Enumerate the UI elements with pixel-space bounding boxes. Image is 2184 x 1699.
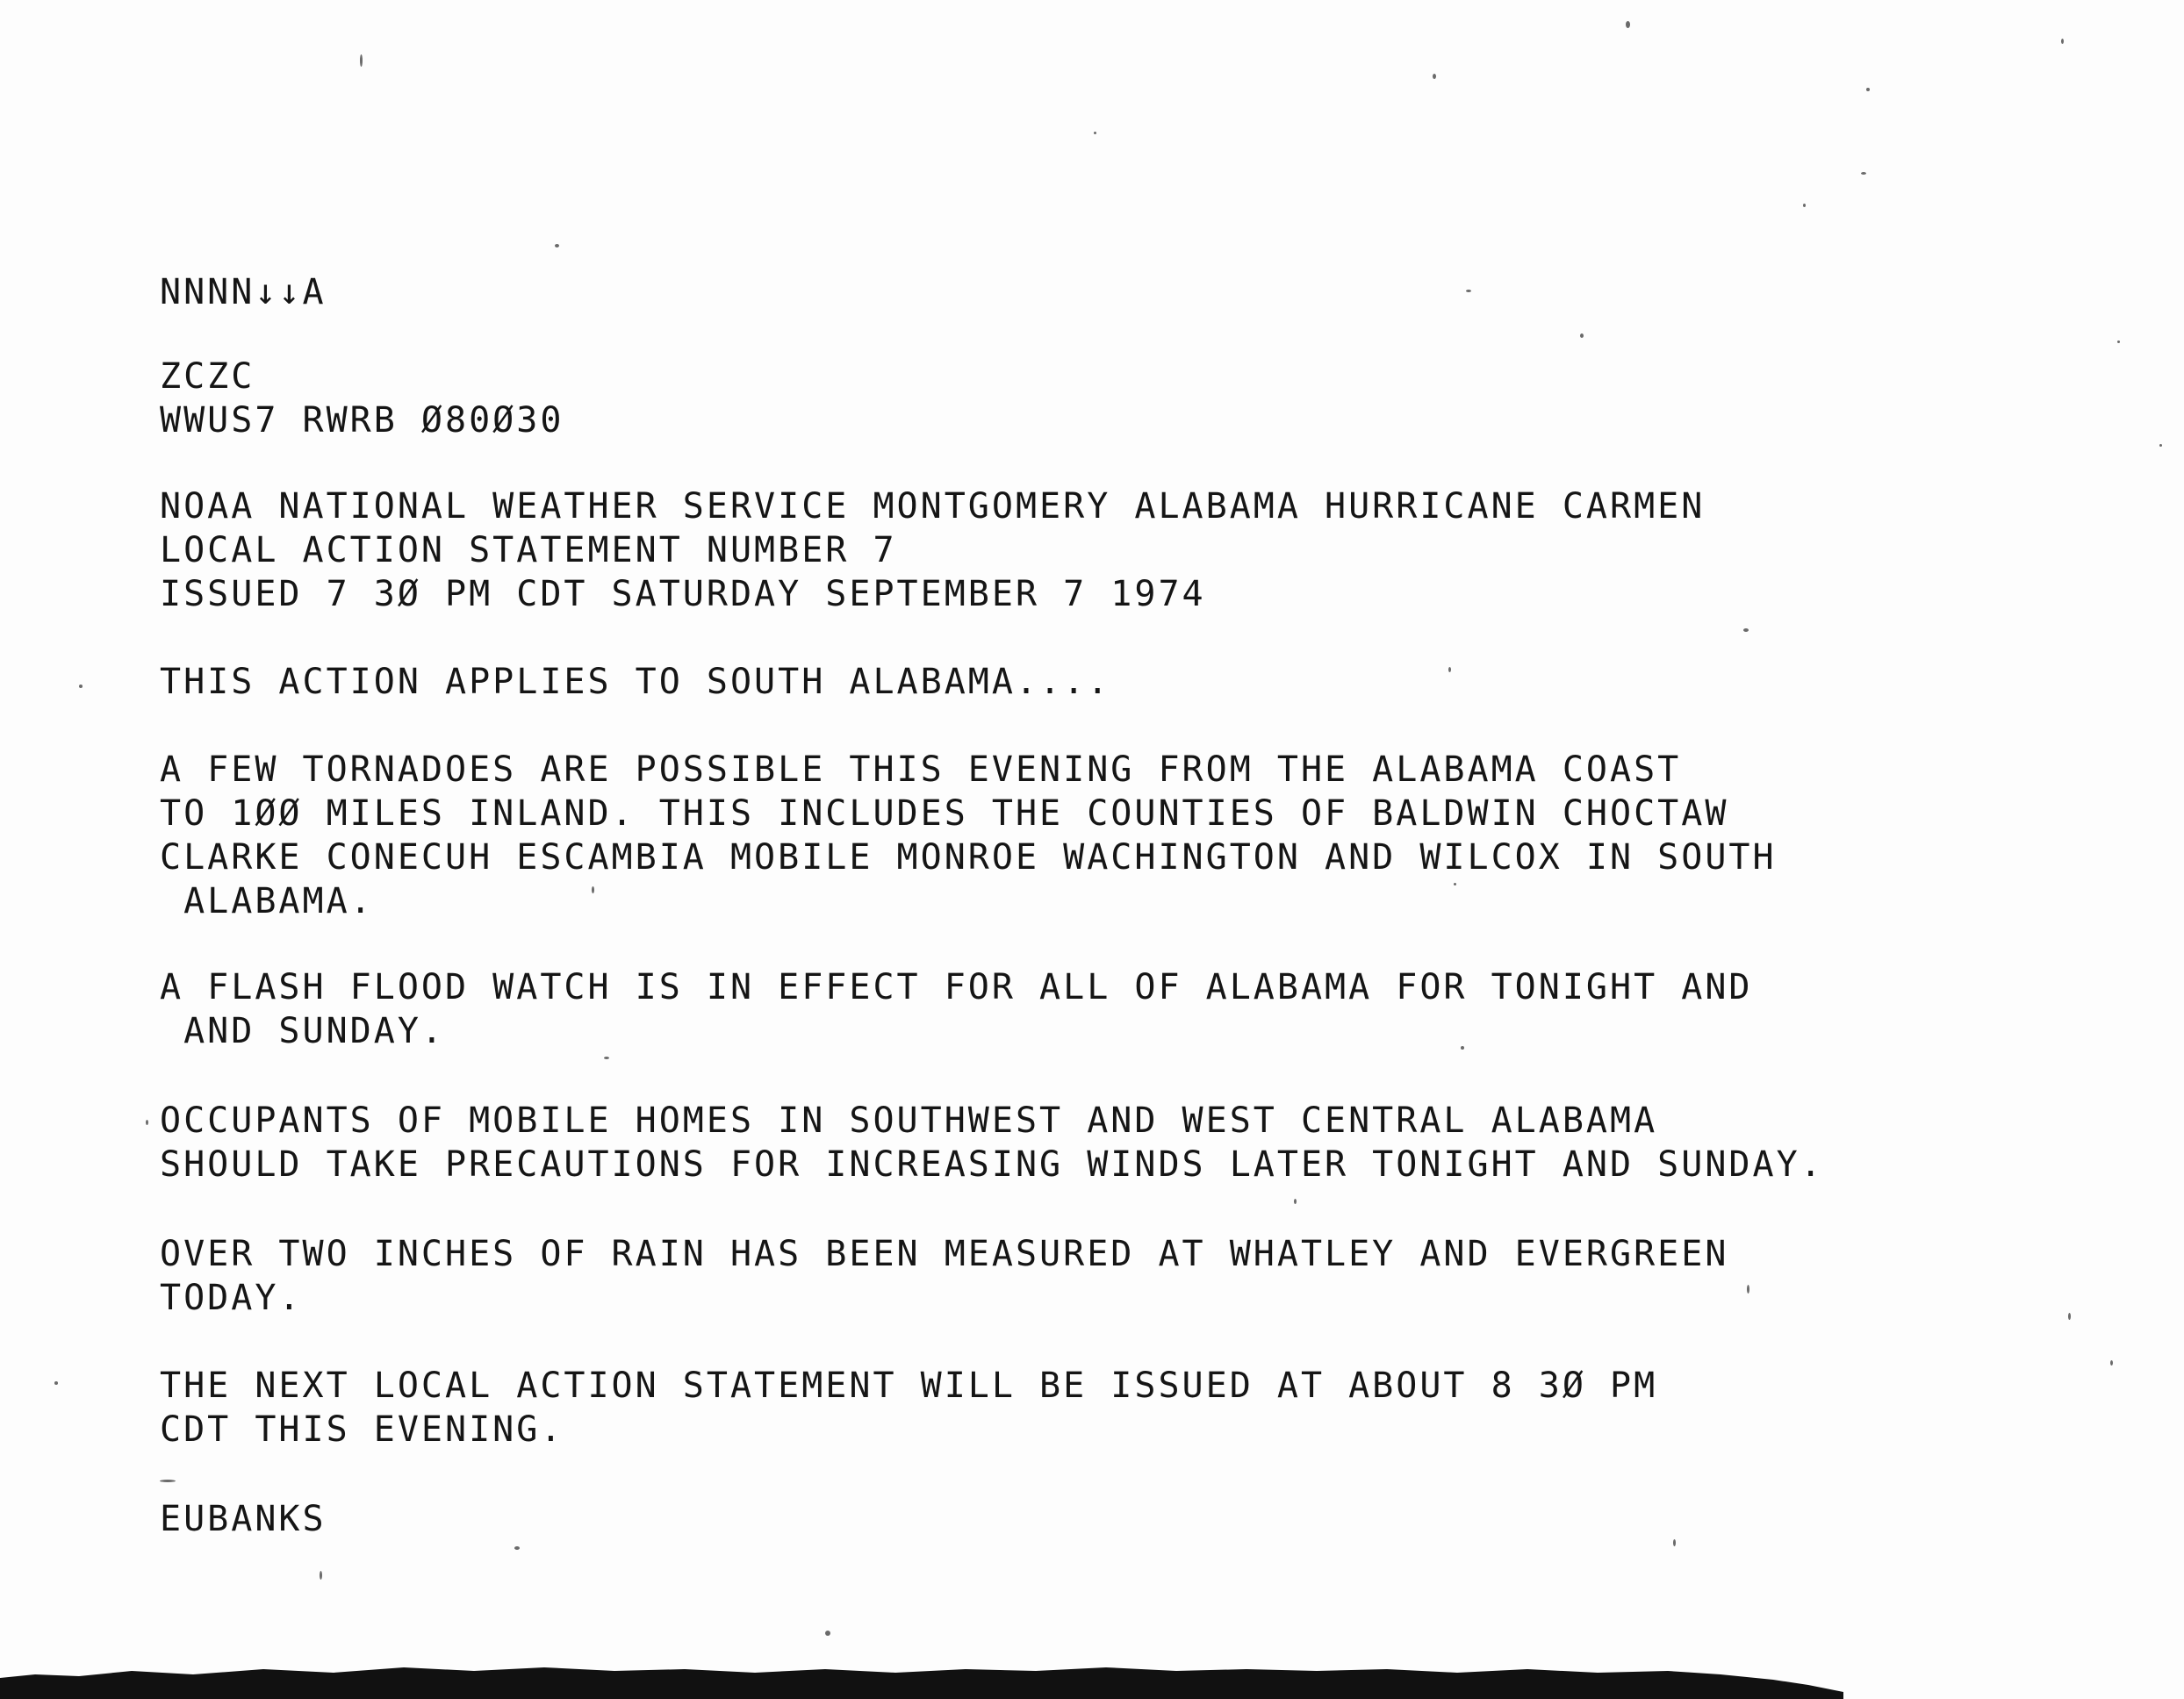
tornado-line-1: A FEW TORNADOES ARE POSSIBLE THIS EVENING FROM THE ALABAMA COAST xyxy=(160,749,1682,790)
tornado-line-4: ALABAMA. xyxy=(160,881,374,921)
tornado-line-3: CLARKE CONECUH ESCAMBIA MOBILE MONROE WACHINGTON AND WILCOX IN SOUTH xyxy=(160,837,1777,878)
rain-line-2: TODAY. xyxy=(160,1278,303,1318)
mobile-homes-line-1: OCCUPANTS OF MOBILE HOMES IN SOUTHWEST AND WEST CENTRAL ALABAMA xyxy=(160,1100,1658,1141)
tornado-line-2: TO 1ØØ MILES INLAND. THIS INCLUDES THE COUNTIES OF BALDWIN CHOCTAW xyxy=(160,793,1729,834)
header-routing: WWUS7 RWRB Ø80Ø30 xyxy=(160,400,564,441)
next-statement-line-1: THE NEXT LOCAL ACTION STATEMENT WILL BE ISSUED AT ABOUT 8 3Ø PM xyxy=(160,1366,1658,1406)
header-zczc: ZCZC xyxy=(160,356,255,397)
flood-line-1: A FLASH FLOOD WATCH IS IN EFFECT FOR ALL OF ALABAMA FOR TONIGHT AND xyxy=(160,967,1753,1007)
header-code: NNNN↓↓A xyxy=(160,272,327,312)
applies-statement: THIS ACTION APPLIES TO SOUTH ALABAMA.... xyxy=(160,662,1111,702)
title-line-2: LOCAL ACTION STATEMENT NUMBER 7 xyxy=(160,530,897,570)
title-line-3: ISSUED 7 3Ø PM CDT SATURDAY SEPTEMBER 7 1974 xyxy=(160,574,1206,614)
rain-line-1: OVER TWO INCHES OF RAIN HAS BEEN MEASURED AT WHATLEY AND EVERGREEN xyxy=(160,1234,1729,1274)
title-line-1: NOAA NATIONAL WEATHER SERVICE MONTGOMERY ALABAMA HURRICANE CARMEN xyxy=(160,486,1706,527)
signature: EUBANKS xyxy=(160,1499,327,1539)
flood-line-2: AND SUNDAY. xyxy=(160,1011,445,1051)
next-statement-line-2: CDT THIS EVENING. xyxy=(160,1409,564,1450)
mobile-homes-line-2: SHOULD TAKE PRECAUTIONS FOR INCREASING WINDS LATER TONIGHT AND SUNDAY. xyxy=(160,1144,1824,1185)
torn-paper-edge xyxy=(0,1659,1843,1699)
